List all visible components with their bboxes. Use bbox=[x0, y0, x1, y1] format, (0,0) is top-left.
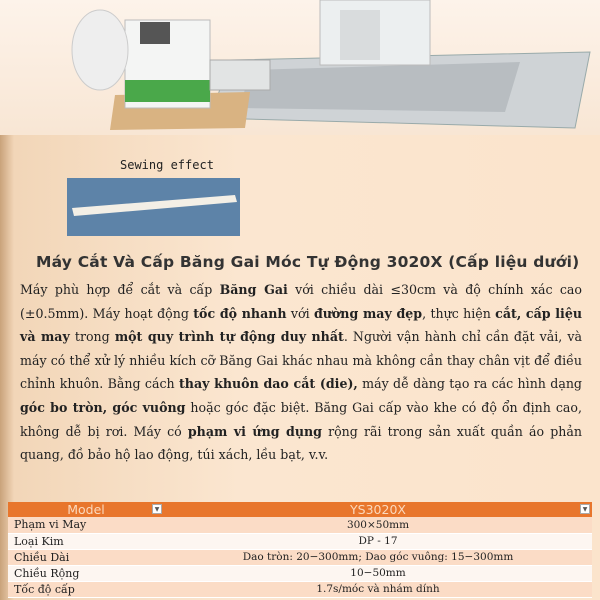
bold-text: một quy trình tự động duy nhất bbox=[114, 329, 344, 345]
table-row bbox=[8, 581, 592, 597]
table-row bbox=[8, 549, 592, 565]
header-label: YS3020X bbox=[350, 502, 406, 517]
filter-dropdown-icon[interactable]: ▼ bbox=[152, 504, 162, 514]
text-run: . Người vận hành chỉ cần đặt vải, và máy có thể xử lý nhiều kích cỡ Băng Gai khác nhau mà không cần thay chân vịt để điều chỉnh khuôn. Bằng cách bbox=[20, 329, 583, 392]
text-run: máy dễ dàng tạo ra các hình dạng bbox=[357, 376, 582, 392]
bold-text: đường may đẹp bbox=[313, 305, 423, 321]
table-row bbox=[8, 533, 592, 549]
header-value[interactable] bbox=[164, 502, 592, 517]
spec-value: 1.7s/móc và nhám dính bbox=[164, 581, 592, 597]
spec-value: 300×50mm bbox=[164, 517, 592, 533]
sewing-effect-image bbox=[67, 178, 240, 236]
spec-value: Dao tròn: 20−300mm; Dao góc vuông: 15−300mm bbox=[164, 549, 592, 565]
text-run: hoặc góc đặc biệt. Băng Gai cấp vào khe có độ ổn định cao, không dễ bị rơi. Máy có bbox=[20, 399, 582, 439]
product-description bbox=[20, 278, 582, 467]
tape-sample bbox=[67, 178, 240, 236]
sewing-effect-caption: Sewing effect bbox=[120, 158, 214, 172]
bold-text: thay khuôn dao cắt (die), bbox=[178, 376, 358, 392]
spec-label: Chiều Dài bbox=[8, 549, 164, 565]
text-run: rộng rãi trong sản xuất quần áo phản quang, đồ bảo hộ lao động, túi xách, lều bạt, v.v. bbox=[20, 423, 583, 463]
text-run: , thực hiện bbox=[422, 305, 496, 321]
bold-text: phạm vi ứng dụng bbox=[187, 423, 322, 439]
spec-table bbox=[8, 502, 592, 598]
bold-text: Băng Gai bbox=[219, 282, 288, 297]
bold-text: góc bo tròn, góc vuông bbox=[20, 399, 186, 415]
spec-value: 10−50mm bbox=[164, 565, 592, 581]
table-row bbox=[8, 517, 592, 533]
text-run: trong bbox=[69, 329, 115, 345]
table-row bbox=[8, 565, 592, 581]
text-run: với chiều dài ≤30cm và độ chính xác cao (±0.5mm). Máy hoạt động bbox=[20, 282, 582, 321]
text-run: với bbox=[286, 305, 314, 321]
sewing-machine-illustration bbox=[0, 0, 600, 135]
bold-text: cắt, cấp liệu và may bbox=[20, 305, 583, 345]
text-run: Máy phù hợp để cắt và cấp bbox=[20, 282, 220, 297]
header-model[interactable] bbox=[8, 502, 164, 517]
spec-value: DP - 17 bbox=[164, 533, 592, 549]
filter-dropdown-icon[interactable]: ▼ bbox=[580, 504, 590, 514]
bold-text: tốc độ nhanh bbox=[193, 305, 287, 321]
spec-label: Loại Kim bbox=[8, 533, 164, 549]
spec-label: Tốc độ cấp bbox=[8, 581, 164, 597]
spec-label: Chiều Rộng bbox=[8, 565, 164, 581]
product-image bbox=[0, 0, 600, 135]
header-label: Model bbox=[67, 502, 105, 517]
spec-label: Phạm vi May bbox=[8, 517, 164, 533]
product-title: Máy Cắt Và Cấp Băng Gai Móc Tự Động 3020X (Cấp liệu dưới) bbox=[36, 253, 580, 271]
